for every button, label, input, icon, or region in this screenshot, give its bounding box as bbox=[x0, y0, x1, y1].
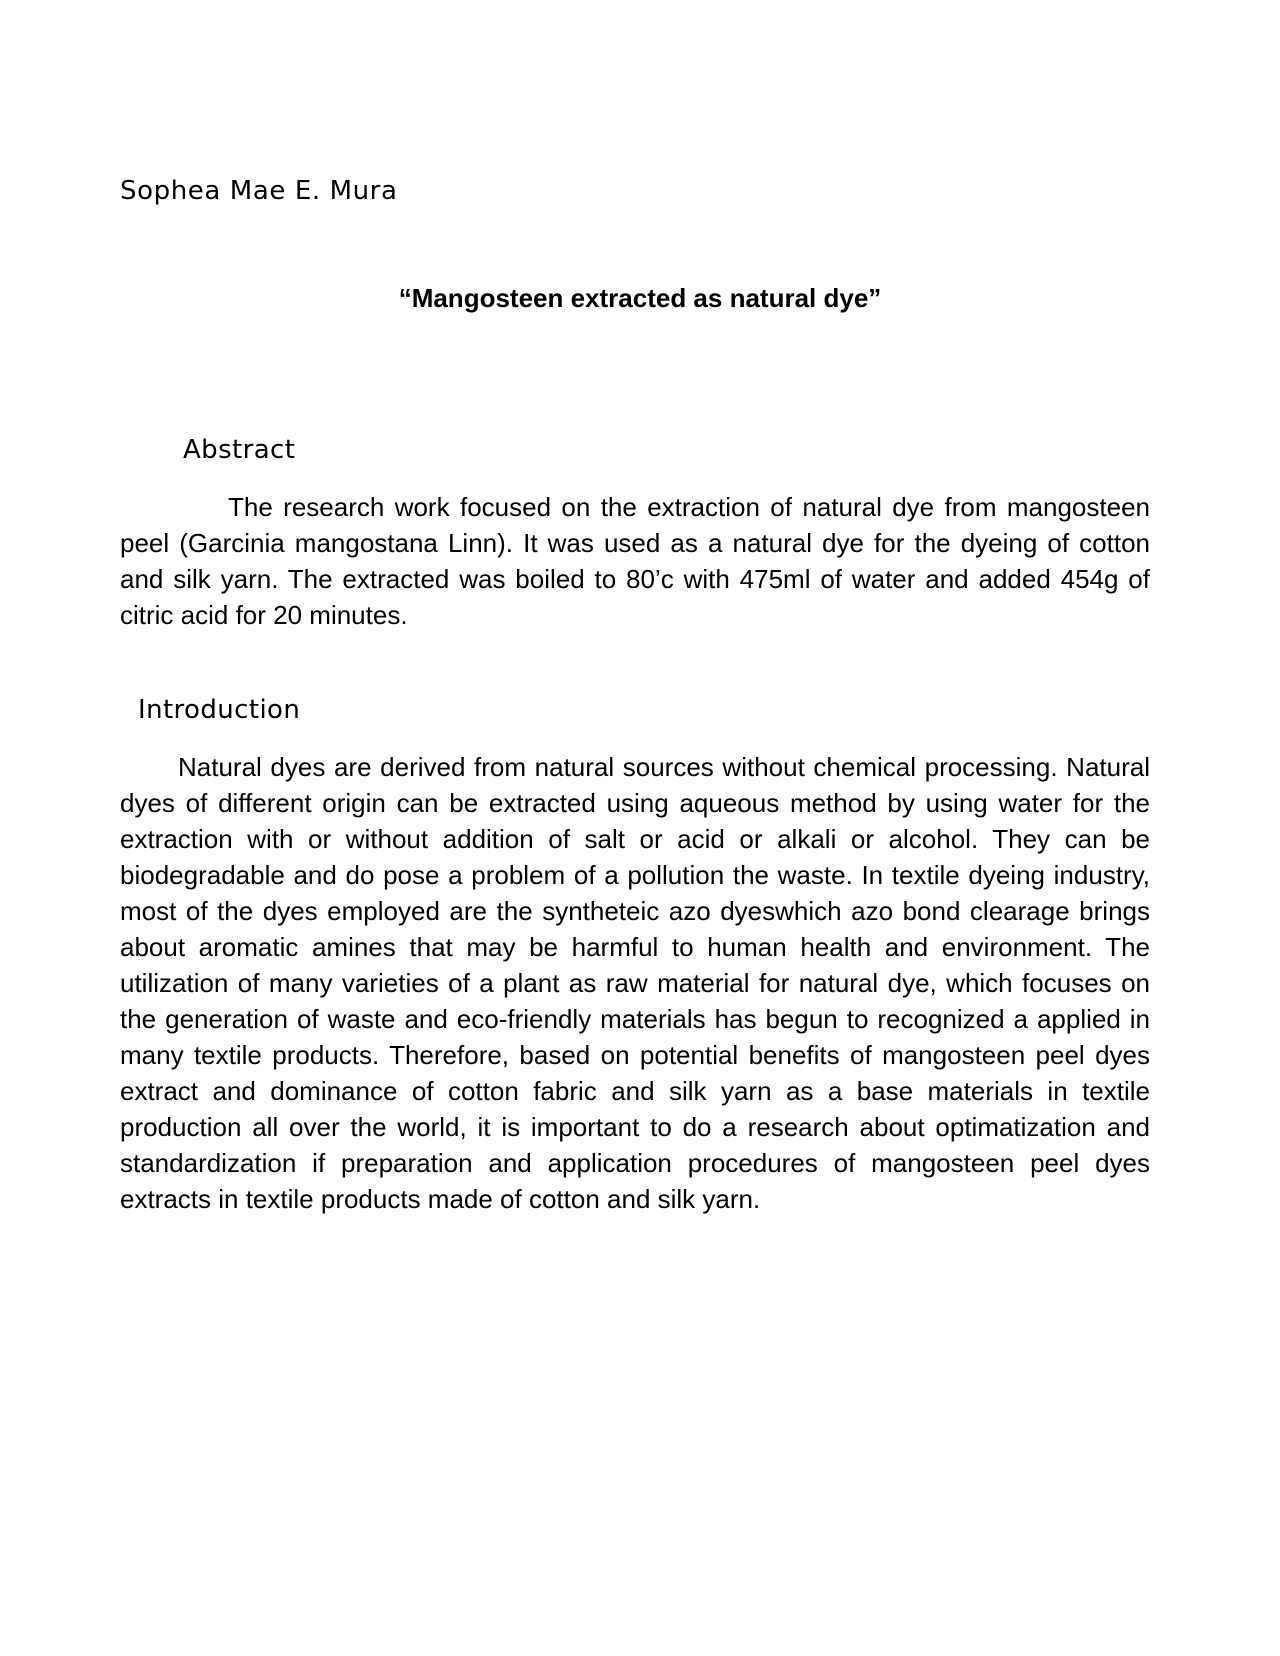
introduction-heading: Introduction bbox=[138, 695, 301, 725]
author-name: Sophea Mae E. Mura bbox=[120, 176, 398, 206]
document-title: “Mangosteen extracted as natural dye” bbox=[398, 283, 882, 313]
abstract-heading: Abstract bbox=[183, 435, 296, 465]
abstract-paragraph: The research work focused on the extraction of natural dye from mangosteen peel (Garcinia mangostana Linn). It was used as a natural dye for the dyeing of cotton and silk yarn. The extracted was boiled to 80’c with 475ml of water and added 454g of citric acid for 20 minutes. bbox=[120, 492, 1150, 630]
introduction-paragraph: Natural dyes are derived from natural sources without chemical processing. Natural dyes of different origin can be extracted using aqueous method by using water for the extraction with or without addition of salt or acid or alkali or alcohol. They can be biodegradable and do pose a problem of a pollution the waste. In textile dyeing industry, most of the dyes employed are the syntheteic azo dyeswhich azo bond clearage brings about aromatic amines that may be harmful to human health and environment. The utilization of many varieties of a plant as raw material for natural dye, which focuses on the generation of waste and eco-friendly materials has begun to recognized a applied in many textile products. Therefore, based on potential benefits of mangosteen peel dyes extract and dominance of cotton fabric and silk yarn as a base materials in textile production all over the world, it is important to do a research about optimatization and standardization if preparation and application procedures of mangosteen peel dyes extracts in textile products made of cotton and silk yarn. bbox=[120, 752, 1150, 1214]
